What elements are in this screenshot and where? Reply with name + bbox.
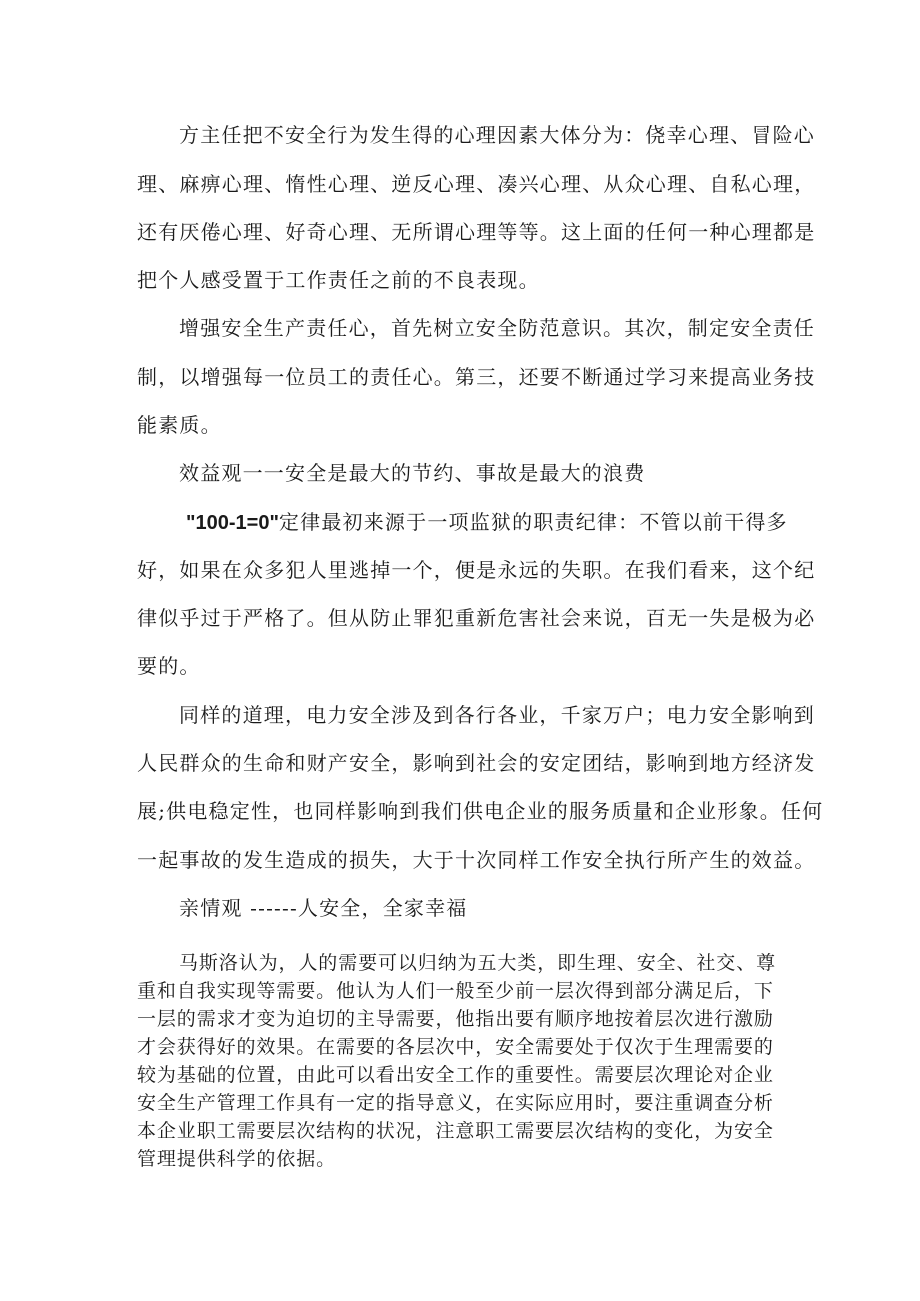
text-fragment: 定律最初来源于一项监狱的职责纪律：不管以前干得多	[278, 510, 788, 534]
section-heading-benefit: 效益观一一安全是最大的节约、事故是最大的浪费	[179, 461, 646, 485]
text-line: 管理提供科学的依据。	[137, 1148, 337, 1170]
text-line: 同样的道理，电力安全涉及到各行各业，千家万户；电力安全影响到	[179, 703, 815, 727]
text-line: 理、麻痹心理、惰性心理、逆反心理、凑兴心理、从众心理、自私心理，	[137, 172, 816, 196]
text-line: 把个人感受置于工作责任之前的不良表现。	[137, 268, 540, 292]
text-line: 好，如果在众多犯人里逃掉一个，便是永远的失职。在我们看来，这个纪	[137, 558, 816, 582]
text-line: 要的。	[137, 654, 201, 678]
text-line: 方主任把不安全行为发生得的心理因素大体分为：侥幸心理、冒险心	[179, 123, 815, 147]
text-line: 本企业职工需要层次结构的状况，注意职工需要层次结构的变化，为安全	[137, 1120, 774, 1142]
law-formula: "100-1=0"	[186, 512, 279, 534]
text-line: 展;供电稳定性，也同样影响到我们供电企业的服务质量和企业形象。任何	[137, 799, 824, 823]
text-line: 马斯洛认为，人的需要可以归纳为五大类，即生理、安全、社交、尊	[179, 952, 777, 974]
text-line: 一起事故的发生造成的损失，大于十次同样工作安全执行所产生的效益。	[137, 848, 816, 872]
text-line: 较为基础的位置，由此可以看出安全工作的重要性。需要层次理论对企业	[137, 1064, 774, 1086]
text-line: 律似乎过于严格了。但从防止罪犯重新危害社会来说，百无一失是极为必	[137, 606, 816, 630]
text-line: 重和自我实现等需要。他认为人们一般至少前一层次得到部分满足后，下	[137, 980, 774, 1002]
text-line: 增强安全生产责任心，首先树立安全防范意识。其次，制定安全责任	[179, 316, 815, 340]
text-line: 制，以增强每一位员工的责任心。第三，还要不断通过学习来提高业务技	[137, 365, 816, 389]
text-line: 才会获得好的效果。在需要的各层次中，安全需要处于仅次于生理需要的	[137, 1036, 774, 1058]
text-line: 安全生产管理工作具有一定的指导意义，在实际应用时，要注重调查分析	[137, 1092, 774, 1114]
text-line: 能素质。	[137, 413, 222, 437]
text-line: 人民群众的生命和财产安全，影响到社会的安定团结，影响到地方经济发	[137, 751, 816, 775]
text-line: 一层的需求才变为迫切的主导需要，他指出要有顺序地按着层次进行激励	[137, 1008, 774, 1030]
text-line: 还有厌倦心理、好奇心理、无所谓心理等等。这上面的任何一种心理都是	[137, 220, 816, 244]
text-line	[186, 510, 788, 535]
section-heading-family: 亲情观 ------人安全，全家幸福	[179, 896, 468, 920]
